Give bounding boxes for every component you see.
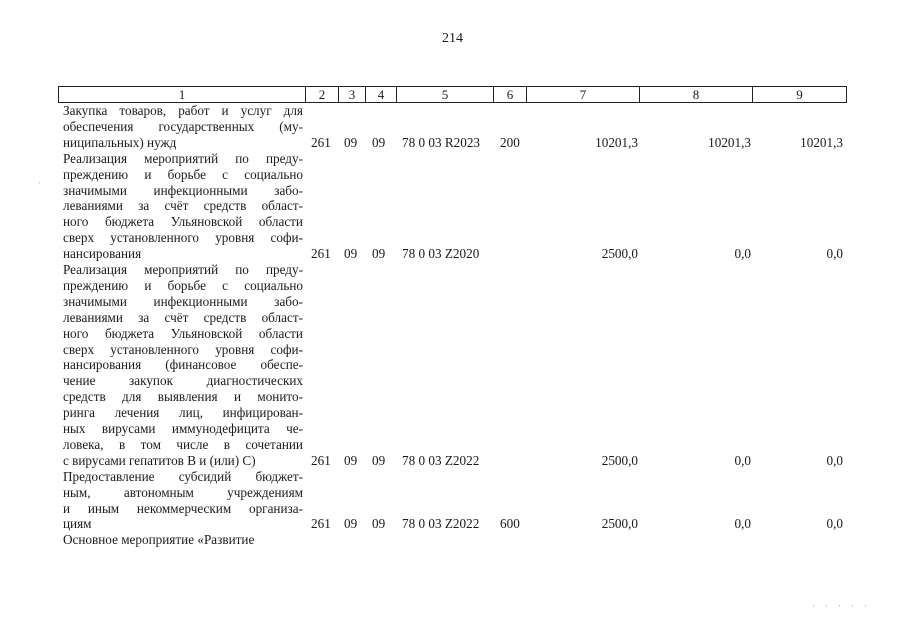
cell-c7: 2500,0	[601, 246, 638, 262]
cell-c2: 261	[311, 452, 331, 468]
description-line: чение закупок диагностических	[63, 373, 303, 389]
description-line: леваниями за счёт средств област-	[63, 198, 303, 214]
header-col-7: 7	[527, 87, 640, 102]
cell-c3: 09	[344, 134, 358, 150]
cell-c8: 0,0	[734, 516, 751, 532]
cell-c4: 09	[372, 246, 386, 262]
cell-c3: 09	[344, 246, 358, 262]
header-col-3: 3	[339, 87, 366, 102]
description-line: ным, автономным учреждениям	[63, 484, 303, 500]
cell-c7: 2500,0	[601, 516, 638, 532]
row-description	[63, 469, 303, 533]
cell-c8: 0,0	[734, 246, 751, 262]
header-col-1: 1	[59, 87, 306, 102]
page-number: 214	[442, 31, 463, 46]
description-line: значимыми инфекционными забо-	[63, 182, 303, 198]
header-col-6: 6	[494, 87, 527, 102]
description-line: ного бюджета Ульяновской области	[63, 214, 303, 230]
header-col-2: 2	[306, 87, 339, 102]
description-line: нансирования	[63, 246, 142, 262]
cell-c9: 0,0	[826, 516, 843, 532]
row-description	[63, 151, 303, 262]
description-line: сверх установленного уровня софи-	[63, 230, 303, 246]
cell-c3: 09	[344, 516, 358, 532]
header-col-8: 8	[640, 87, 753, 102]
description-line: и иным некоммерческим организа-	[63, 500, 303, 516]
cell-c5: 78 0 03 Z2022	[402, 516, 480, 532]
cell-c9: 0,0	[826, 452, 843, 468]
cell-c4: 09	[372, 516, 386, 532]
cell-c3: 09	[344, 452, 358, 468]
cell-c5: 78 0 03 Z2022	[402, 452, 480, 468]
description-line: Реализация мероприятий по преду-	[63, 262, 303, 277]
row-description	[63, 103, 303, 151]
cell-c8: 0,0	[734, 452, 751, 468]
cell-c6: 600	[500, 516, 520, 532]
description-line: преждению и борьбе с социально	[63, 166, 303, 182]
cell-c4: 09	[372, 134, 386, 150]
row-description	[63, 262, 303, 469]
description-line: ных вирусами иммунодефицита че-	[63, 421, 303, 437]
description-line: ного бюджета Ульяновской области	[63, 325, 303, 341]
description-line: средств для выявления и монито-	[63, 389, 303, 405]
description-line: сверх установленного уровня софи-	[63, 341, 303, 357]
description-line: леваниями за счёт средств област-	[63, 309, 303, 325]
cell-c2: 261	[311, 246, 331, 262]
header-col-5: 5	[397, 87, 494, 102]
cell-c7: 10201,3	[595, 134, 638, 150]
row-description	[63, 532, 303, 548]
description-line: Основное мероприятие «Развитие	[63, 532, 255, 548]
cell-c5: 78 0 03 R2023	[402, 134, 481, 150]
description-line: ниципальных) нужд	[63, 134, 177, 150]
description-line: нансирования (финансовое обеспе-	[63, 357, 303, 373]
header-col-9: 9	[796, 87, 803, 102]
description-line: Предоставление субсидий бюджет-	[63, 468, 303, 484]
scan-speck: ·	[38, 178, 41, 188]
description-line: с вирусами гепатитов В и (или) С)	[63, 452, 256, 468]
table-header	[58, 86, 847, 103]
description-line: циям	[63, 516, 92, 532]
cell-c9: 0,0	[826, 246, 843, 262]
cell-c4: 09	[372, 452, 386, 468]
description-line: значимыми инфекционными забо-	[63, 293, 303, 309]
cell-c6: 200	[500, 134, 520, 150]
cell-c5: 78 0 03 Z2020	[402, 246, 480, 262]
cell-c9: 10201,3	[800, 134, 843, 150]
cell-c2: 261	[311, 134, 331, 150]
cell-c2: 261	[311, 516, 331, 532]
cell-c7: 2500,0	[601, 452, 638, 468]
description-line: ловека, в том числе в сочетании	[63, 436, 303, 452]
cell-c8: 10201,3	[708, 134, 751, 150]
description-line: Закупка товаров, работ и услуг для	[63, 103, 303, 118]
scan-dots: ·····	[812, 601, 877, 611]
header-col-4: 4	[366, 87, 397, 102]
description-line: обеспечения государственных (му-	[63, 118, 303, 134]
description-line: преждению и борьбе с социально	[63, 277, 303, 293]
description-line: Реализация мероприятий по преду-	[63, 150, 303, 166]
description-line: ринга лечения лиц, инфицирован-	[63, 405, 303, 421]
